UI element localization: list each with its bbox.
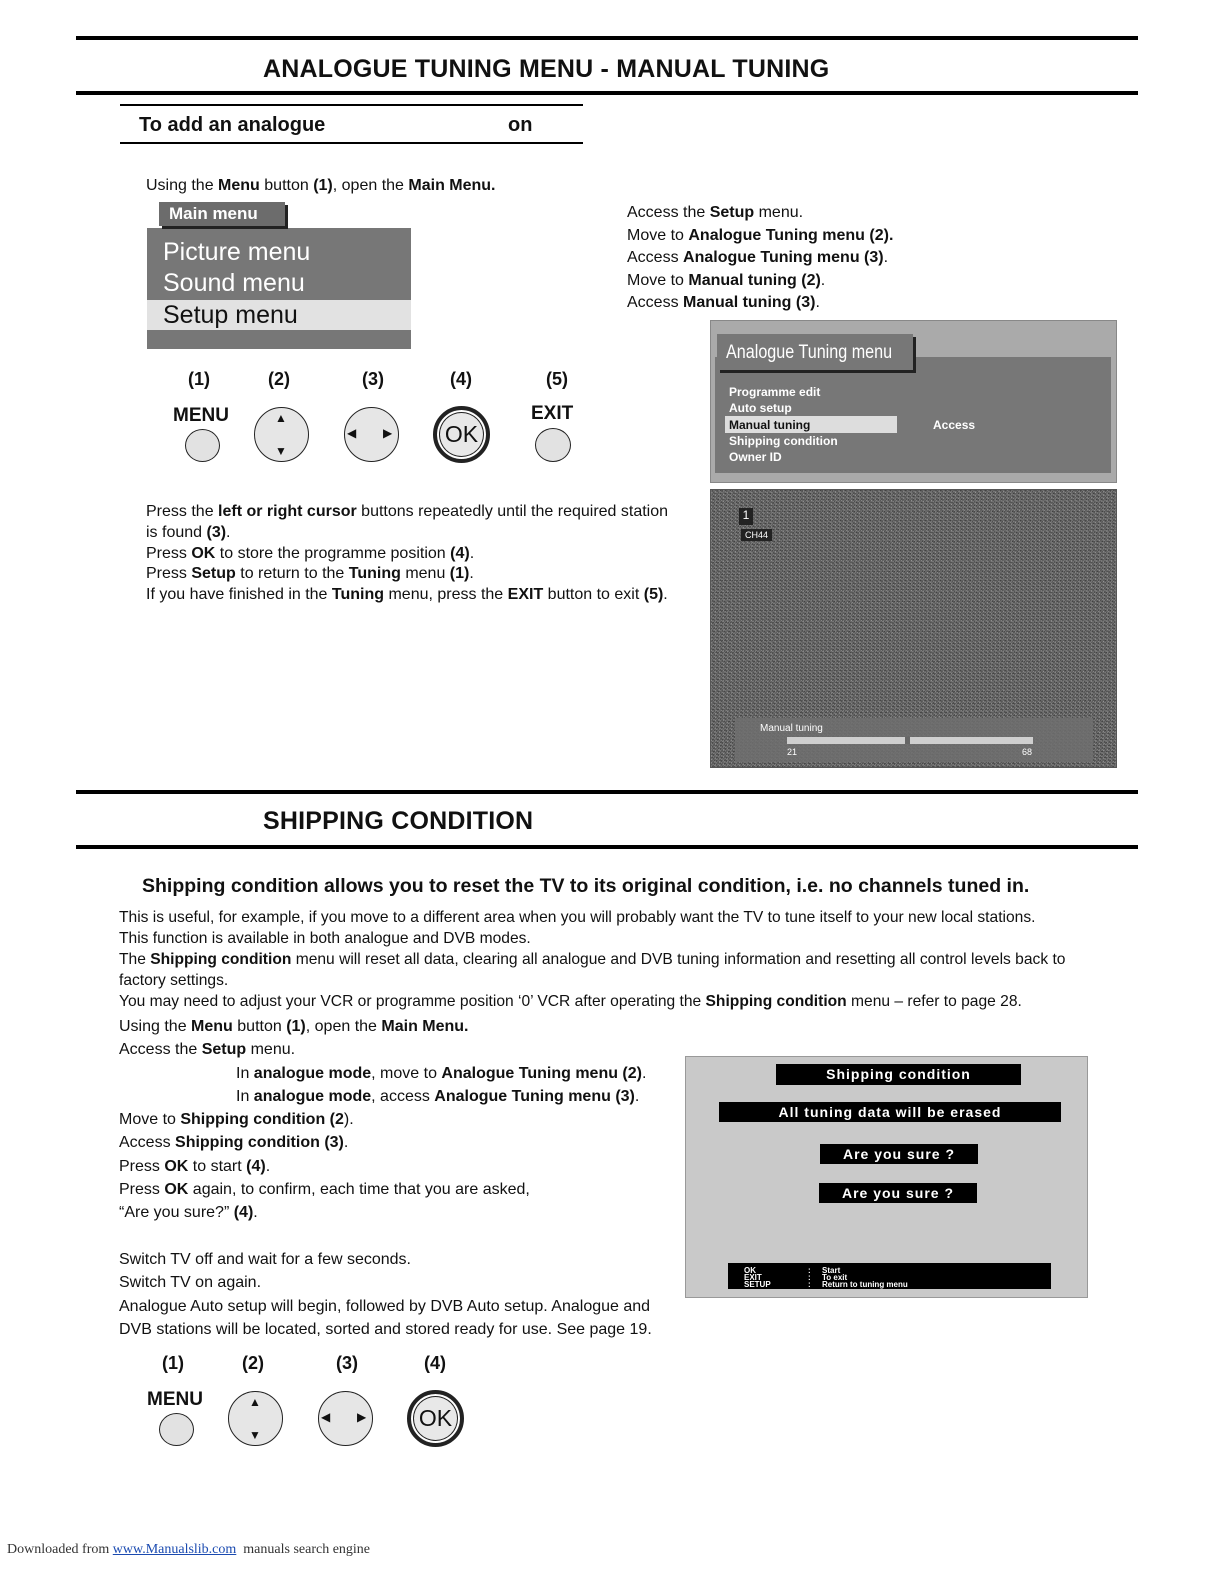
tuning-item-owner: Owner ID	[729, 450, 782, 464]
main-menu-item-picture: Picture menu	[163, 238, 311, 266]
btn-num-3: (3)	[362, 369, 384, 389]
footer-link[interactable]: www.Manualslib.com	[112, 1542, 237, 1557]
shipping-lead: Shipping condition allows you to reset the TV to its original condition, i.e. no channels tuned in.	[142, 875, 1030, 897]
menu-button-2[interactable]	[159, 1413, 194, 1446]
channel-badge: CH44	[741, 529, 772, 541]
title-rule	[76, 91, 1138, 95]
up-down-button[interactable]	[254, 407, 309, 462]
footer-suffix: manuals search engine	[236, 1542, 371, 1557]
tuning-item-auto-setup: Auto setup	[729, 401, 792, 415]
menu-button[interactable]	[185, 429, 220, 462]
key-legend-row: :	[808, 1273, 811, 1282]
right-arrow-icon: ▶	[383, 426, 393, 440]
ship-step: Press OK again, to confirm, each time that you are asked,	[119, 1181, 530, 1199]
down-arrow-icon: ▼	[249, 1428, 261, 1442]
ship-step: Switch TV on again.	[119, 1274, 262, 1292]
key-legend-row: OK	[744, 1266, 756, 1275]
desc-line: This function is available in both analogue and DVB modes.	[119, 930, 531, 947]
tuning-bar-label: Manual tuning	[760, 723, 823, 734]
ok-button[interactable]: OK	[433, 406, 490, 463]
desc-line: The Shipping condition menu will reset all data, clearing all analogue and DVB tuning information and resetting all control levels back to	[119, 951, 1066, 968]
up-down-button-2[interactable]	[228, 1391, 283, 1446]
ship-step: Press OK to start (4).	[119, 1157, 271, 1175]
section-title-shipping: SHIPPING CONDITION	[263, 807, 534, 835]
footer-prefix: Downloaded from	[7, 1542, 113, 1557]
btn2-num-1: (1)	[162, 1353, 184, 1373]
ship-step: Using the Menu button (1), open the Main Menu.	[119, 1018, 469, 1035]
programme-number: 1	[739, 508, 753, 525]
manual-tuning-noise-screen	[710, 489, 1117, 768]
desc-line: This is useful, for example, if you move to a different area when you will probably want the TV to tune itself to your new local stations.	[119, 909, 1036, 926]
btn-num-1: (1)	[188, 369, 210, 389]
desc-line: factory settings.	[119, 972, 229, 989]
key-legend-row: SETUP	[744, 1280, 771, 1289]
subtitle-right: on	[508, 114, 533, 136]
ship-step: Access the Setup menu.	[119, 1041, 296, 1059]
key-legend-row: :	[808, 1280, 811, 1289]
shipping-steps	[119, 1015, 652, 1341]
key-legend-row: EXIT	[744, 1273, 762, 1282]
ship-step: In analogue mode, access Analogue Tuning menu (3).	[236, 1087, 640, 1105]
tuning-bar-track	[787, 737, 1033, 744]
left-right-button[interactable]	[344, 407, 399, 462]
btn-num-2: (2)	[268, 369, 290, 389]
ship-step: Access Shipping condition (3).	[119, 1134, 349, 1152]
down-arrow-icon: ▼	[275, 444, 287, 458]
setup-step: Move to Manual tuning (2).	[627, 271, 826, 289]
main-menu-item-sound: Sound menu	[163, 269, 305, 297]
ship-screen-confirm-2: Are you sure ?	[819, 1183, 977, 1203]
press-step: If you have finished in the Tuning menu, press the EXIT button to exit (5).	[146, 586, 668, 604]
tuning-item-programme-edit: Programme edit	[729, 385, 821, 399]
tuning-access-label: Access	[933, 418, 976, 432]
desc-line: You may need to adjust your VCR or programme position ‘0’ VCR after operating the Shipping condition menu – refer to page 28.	[119, 993, 1022, 1010]
btn-num-5: (5)	[546, 369, 568, 389]
intro-text: Using the Menu button (1), open the Main Menu.	[146, 177, 496, 194]
tuning-item-shipping: Shipping condition	[729, 434, 838, 448]
press-step: Press Setup to return to the Tuning menu (1).	[146, 565, 474, 583]
press-step: Press OK to store the programme position (4).	[146, 544, 475, 562]
btn2-num-3: (3)	[336, 1353, 358, 1373]
btn2-num-2: (2)	[242, 1353, 264, 1373]
menu-button-label: MENU	[173, 405, 229, 426]
exit-button[interactable]	[535, 428, 571, 462]
section2-top-rule	[76, 790, 1138, 794]
ship-step: Analogue Auto setup will begin, followed by DVB Auto setup. Analogue and	[119, 1297, 651, 1315]
ship-step: “Are you sure?” (4).	[119, 1204, 258, 1222]
tuning-item-manual: Manual tuning	[729, 418, 811, 432]
subtitle-rule-bottom	[120, 142, 583, 144]
ship-screen-key-legend	[728, 1263, 1051, 1289]
footer	[7, 1542, 370, 1558]
tuning-bar-max: 68	[1022, 747, 1033, 757]
tuning-bar-min: 21	[787, 747, 798, 757]
main-menu-item-setup: Setup menu	[163, 301, 298, 329]
ship-step: DVB stations will be located, sorted and stored ready for use. See page 19.	[119, 1320, 652, 1338]
tuning-title: Analogue Tuning menu	[726, 342, 893, 363]
shipping-description	[119, 907, 1065, 1012]
exit-button-label: EXIT	[531, 403, 574, 424]
ship-step: In analogue mode, move to Analogue Tuning menu (2).	[236, 1064, 647, 1082]
section-title-manual-tuning: ANALOGUE TUNING MENU - MANUAL TUNING	[263, 55, 830, 83]
left-right-button-2[interactable]	[318, 1391, 373, 1446]
key-legend-row: Start	[822, 1266, 841, 1275]
subtitle-rule-top	[120, 104, 583, 106]
key-legend-row: :	[808, 1266, 811, 1275]
main-menu-tab: Main menu	[159, 202, 285, 226]
ship-step	[119, 1225, 652, 1248]
btn-num-4: (4)	[450, 369, 472, 389]
top-rule	[76, 36, 1138, 40]
shipping-condition-screen	[685, 1056, 1088, 1298]
setup-step: Access Manual tuning (3).	[627, 294, 820, 311]
ship-screen-confirm-1: Are you sure ?	[820, 1144, 978, 1164]
ship-step: Switch TV off and wait for a few seconds.	[119, 1250, 411, 1268]
left-arrow-icon: ◀	[321, 1410, 331, 1424]
press-step: Press the left or right cursor buttons repeatedly until the required station	[146, 503, 669, 520]
ok-button-2[interactable]: OK	[407, 1390, 464, 1447]
ship-screen-warning: All tuning data will be erased	[719, 1102, 1061, 1122]
up-arrow-icon: ▲	[275, 411, 287, 425]
right-arrow-icon: ▶	[357, 1410, 367, 1424]
up-arrow-icon: ▲	[249, 1395, 261, 1409]
key-legend-row: Return to tuning menu	[822, 1280, 908, 1289]
tuning-bar-marker	[905, 737, 910, 744]
tuning-bar-panel	[735, 718, 1093, 762]
setup-steps	[627, 202, 893, 315]
btn2-num-4: (4)	[424, 1353, 446, 1373]
ship-step: Move to Shipping condition (2).	[119, 1111, 354, 1129]
left-arrow-icon: ◀	[347, 426, 357, 440]
analogue-tuning-screen	[710, 320, 1117, 483]
key-legend-row: To exit	[822, 1273, 848, 1282]
section2-title-rule	[76, 845, 1138, 849]
setup-step: Access the Setup menu.	[627, 204, 804, 221]
main-menu-screen	[147, 228, 411, 349]
setup-step: Access Analogue Tuning menu (3).	[627, 249, 889, 266]
press-steps	[146, 502, 668, 606]
menu-button-2-label: MENU	[147, 1389, 203, 1410]
press-step: is found (3).	[146, 523, 231, 541]
subtitle-left: To add an analogue	[139, 114, 326, 136]
setup-step: Move to Analogue Tuning menu (2).	[627, 226, 894, 244]
ship-screen-title: Shipping condition	[776, 1064, 1021, 1085]
